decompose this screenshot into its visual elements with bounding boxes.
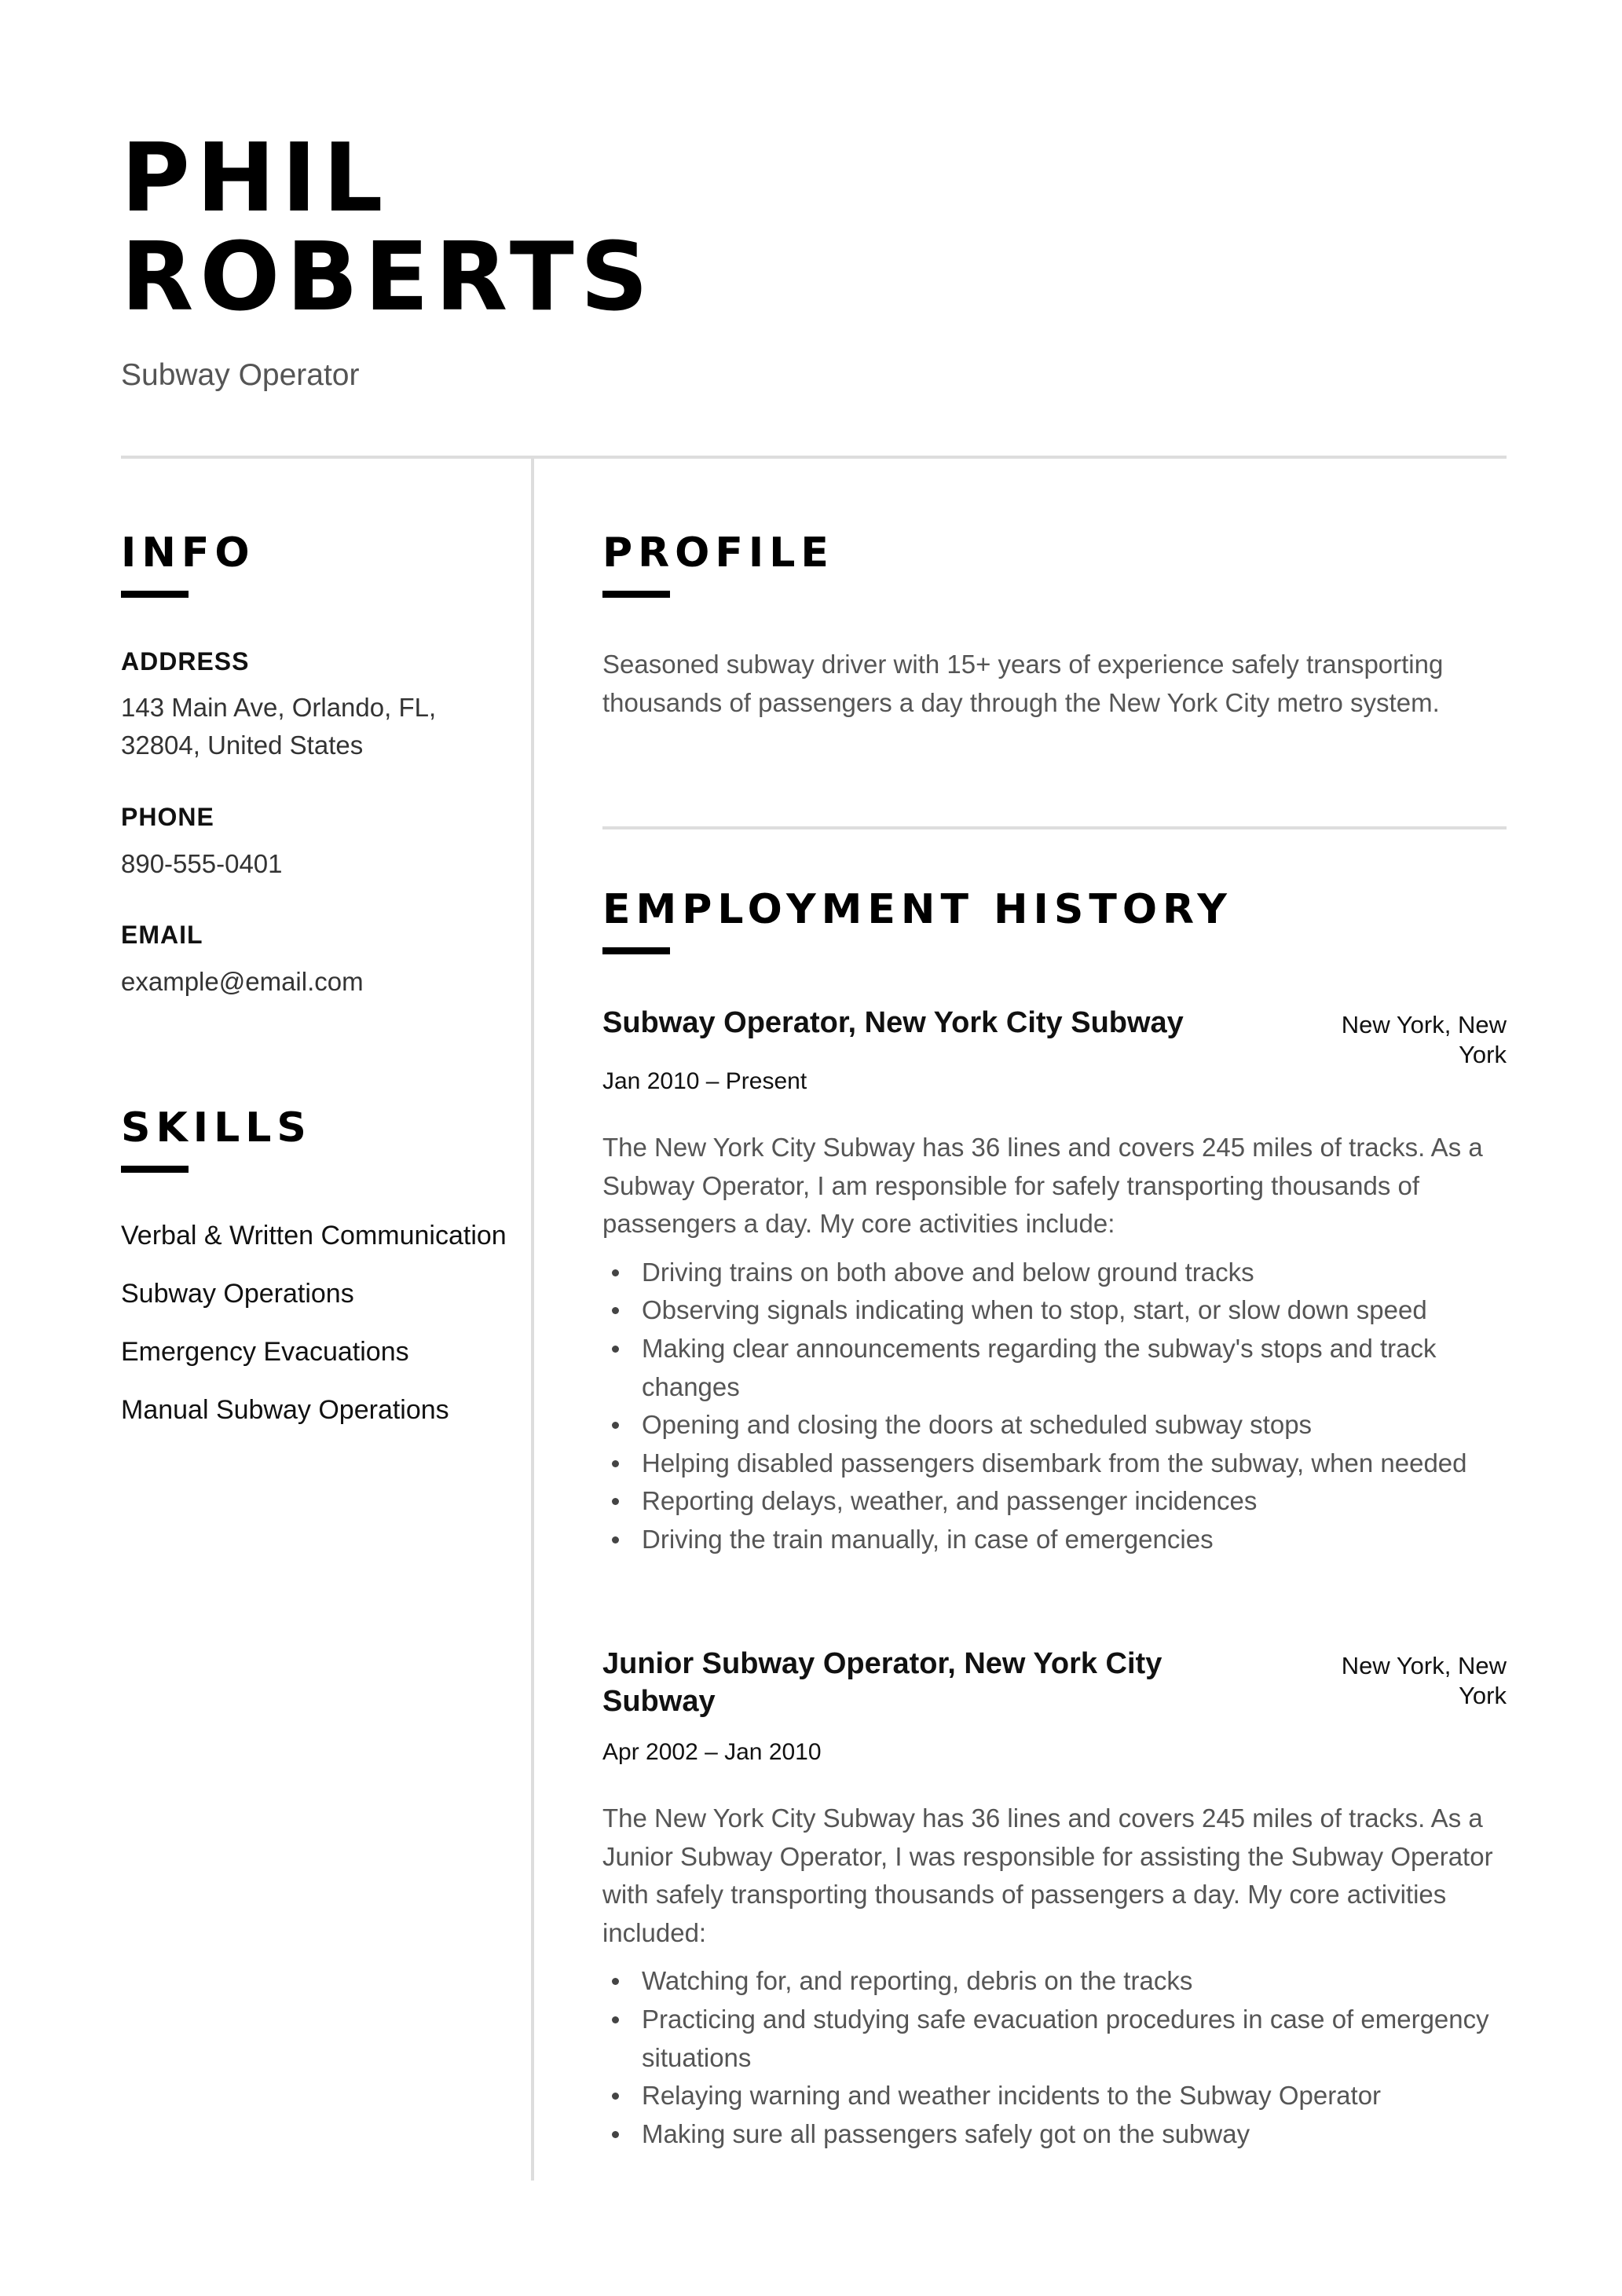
info-heading: INFO: [121, 529, 255, 577]
list-item: Driving the train manually, in case of emergencies: [602, 1521, 1507, 1559]
job-bullets-1: [602, 1254, 1507, 1559]
list-item: Helping disabled passengers disembark from the subway, when needed: [602, 1445, 1507, 1483]
phone-label: PHONE: [121, 803, 214, 831]
column-divider: [531, 459, 534, 2181]
job-description-2: The New York City Subway has 36 lines and covers 245 miles of tracks. As a Junior Subway Operator, I was responsible for assisting the Subway Operator with safely transporting thousands of passengers a day. My core activities included:: [602, 1803, 1493, 1947]
job-location-2: New York, New York: [1341, 1652, 1507, 1709]
job-dates-2: Apr 2002 – Jan 2010: [602, 1739, 822, 1765]
job-location-1: New York, New York: [1341, 1011, 1507, 1068]
job-title-2: Junior Subway Operator, New York City Subway: [602, 1647, 1162, 1718]
list-item: Making clear announcements regarding the subway's stops and track changes: [602, 1330, 1507, 1406]
skill-item: Verbal & Written Communication: [121, 1221, 507, 1251]
skill-item: Emergency Evacuations: [121, 1337, 409, 1367]
employment-heading: EMPLOYMENT HISTORY: [602, 886, 1232, 933]
last-name: ROBERTS: [121, 223, 655, 332]
phone-value: 890-555-0401: [121, 849, 283, 878]
info-heading-underline: [121, 591, 189, 598]
profile-text: Seasoned subway driver with 15+ years of experience safely transporting thousands of passengers a day through the New York City metro system.: [602, 650, 1444, 717]
skills-heading-underline: [121, 1166, 189, 1173]
skill-item: Manual Subway Operations: [121, 1395, 449, 1425]
job-description-1: The New York City Subway has 36 lines and covers 245 miles of tracks. As a Subway Operator, I am responsible for safely transporting thousands of passengers a day. My core activities include:: [602, 1133, 1483, 1239]
first-name: PHIL: [121, 124, 390, 233]
header-divider: [121, 456, 1507, 459]
list-item: Practicing and studying safe evacuation procedures in case of emergency situations: [602, 2001, 1507, 2077]
job-title: Subway Operator: [121, 358, 360, 392]
list-item: Observing signals indicating when to stop, start, or slow down speed: [602, 1291, 1507, 1330]
skills-heading: SKILLS: [121, 1104, 312, 1152]
profile-divider: [602, 826, 1507, 829]
employment-heading-underline: [602, 947, 670, 954]
address-value: 143 Main Ave, Orlando, FL, 32804, United States: [121, 693, 437, 760]
profile-heading: PROFILE: [602, 529, 834, 577]
list-item: Reporting delays, weather, and passenger incidences: [602, 1482, 1507, 1521]
list-item: Making sure all passengers safely got on the subway: [602, 2115, 1507, 2154]
list-item: Relaying warning and weather incidents to the Subway Operator: [602, 2077, 1507, 2115]
job-bullets-2: [602, 1962, 1507, 2153]
skill-item: Subway Operations: [121, 1279, 354, 1309]
profile-heading-underline: [602, 591, 670, 598]
job-dates-1: Jan 2010 – Present: [602, 1068, 807, 1094]
email-value: example@email.com: [121, 967, 364, 996]
list-item: Watching for, and reporting, debris on the tracks: [602, 1962, 1507, 2001]
list-item: Driving trains on both above and below ground tracks: [602, 1254, 1507, 1292]
address-label: ADDRESS: [121, 647, 250, 676]
list-item: Opening and closing the doors at scheduled subway stops: [602, 1406, 1507, 1445]
email-label: EMAIL: [121, 921, 203, 949]
job-title-1: Subway Operator, New York City Subway: [602, 1006, 1184, 1039]
